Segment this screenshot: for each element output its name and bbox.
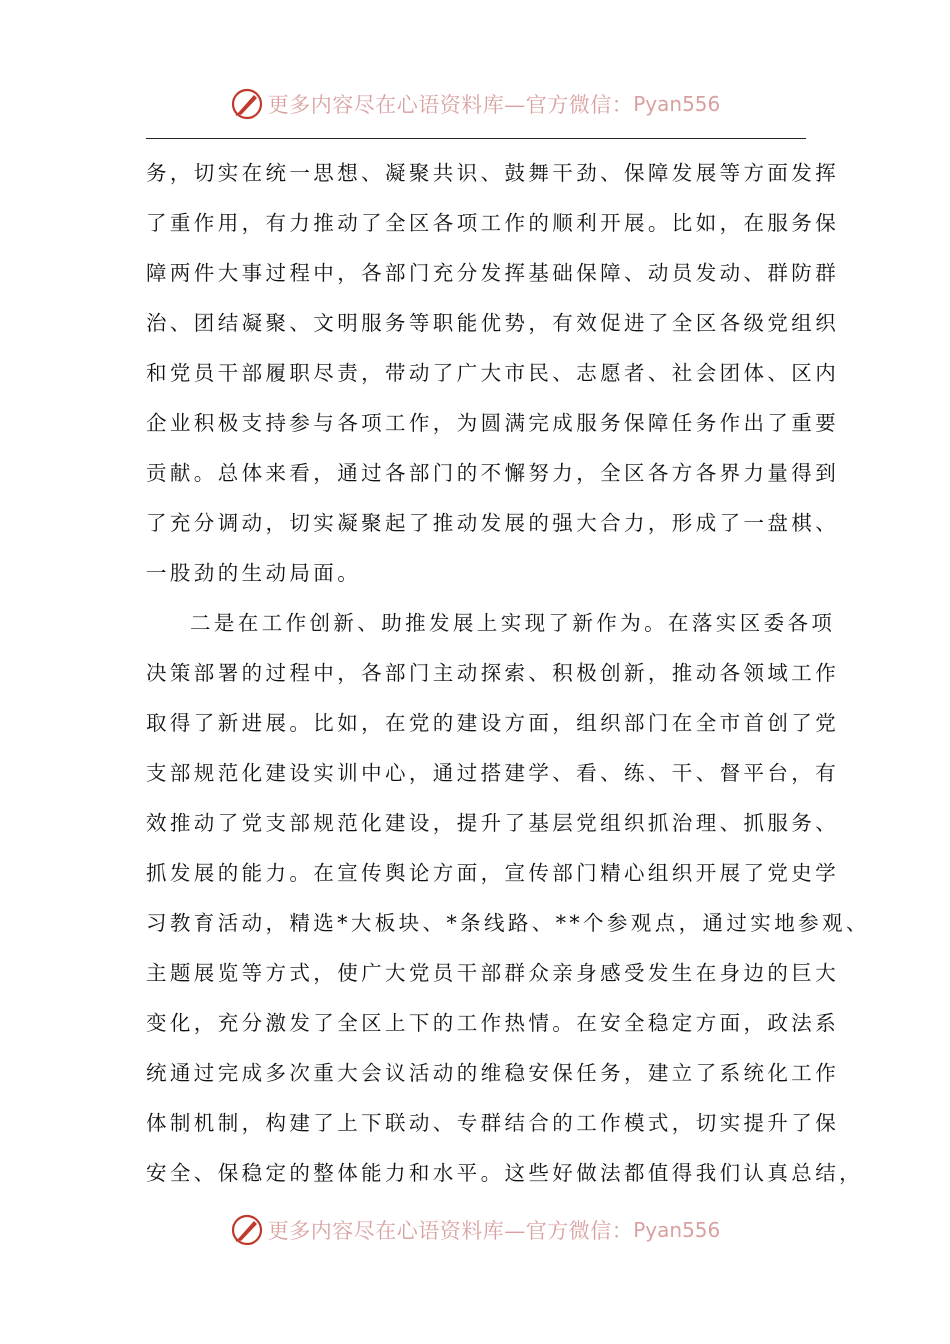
text-line: 务，切实在统一思想、凝聚共识、鼓舞干劲、保障发展等方面发挥 <box>146 161 840 185</box>
text-line: 障两件大事过程中，各部门充分发挥基础保障、动员发动、群防群 <box>146 261 840 285</box>
text-line: 贡献。总体来看，通过各部门的不懈努力，全区各方各界力量得到 <box>146 461 840 485</box>
text-line: 企业积极支持参与各项工作，为圆满完成服务保障任务作出了重要 <box>146 411 840 435</box>
quill-logo-icon <box>230 1213 264 1247</box>
text-line: 效推动了党支部规范化建设，提升了基层党组织抓治理、抓服务、 <box>146 811 840 835</box>
text-line: 安全、保稳定的整体能力和水平。这些好做法都值得我们认真总结， <box>146 1161 863 1185</box>
header-wechat-id: Pyan556 <box>633 92 721 116</box>
header-divider <box>146 138 806 139</box>
text-line: 支部规范化建设实训中心，通过搭建学、看、练、干、督平台，有 <box>146 761 840 785</box>
document-body <box>146 148 870 1198</box>
text-line: 抓发展的能力。在宣传舆论方面，宣传部门精心组织开展了党史学 <box>146 861 840 885</box>
text-line: 体制机制，构建了上下联动、专群结合的工作模式，切实提升了保 <box>146 1111 840 1135</box>
header-text: 更多内容尽在心语资料库—官方微信： <box>267 93 634 117</box>
footer-text: 更多内容尽在心语资料库—官方微信： <box>267 1219 634 1243</box>
text-line: 了充分调动，切实凝聚起了推动发展的强大合力，形成了一盘棋、 <box>146 511 840 535</box>
text-line: 决策部署的过程中，各部门主动探索、积极创新，推动各领域工作 <box>146 661 840 685</box>
text-line: 和党员干部履职尽责，带动了广大市民、志愿者、社会团体、区内 <box>146 361 840 385</box>
quill-logo-icon <box>230 87 264 121</box>
header-banner <box>0 84 950 124</box>
text-line: 取得了新进展。比如，在党的建设方面，组织部门在全市首创了党 <box>146 711 840 735</box>
text-line: 习教育活动，精选*大板块、*条线路、**个参观点，通过实地参观、 <box>146 911 870 935</box>
text-line: 统通过完成多次重大会议活动的维稳安保任务，建立了系统化工作 <box>146 1061 840 1085</box>
text-line: 了重作用，有力推动了全区各项工作的顺利开展。比如，在服务保 <box>146 211 840 235</box>
text-line: 一股劲的生动局面。 <box>146 561 362 585</box>
text-line: 变化，充分激发了全区上下的工作热情。在安全稳定方面，政法系 <box>146 1011 840 1035</box>
text-line: 二是在工作创新、助推发展上实现了新作为。在落实区委各项 <box>190 611 836 635</box>
footer-wechat-id: Pyan556 <box>633 1218 721 1242</box>
footer-banner <box>0 1210 950 1250</box>
text-line: 治、团结凝聚、文明服务等职能优势，有效促进了全区各级党组织 <box>146 311 840 335</box>
text-line: 主题展览等方式，使广大党员干部群众亲身感受发生在身边的巨大 <box>146 961 840 985</box>
